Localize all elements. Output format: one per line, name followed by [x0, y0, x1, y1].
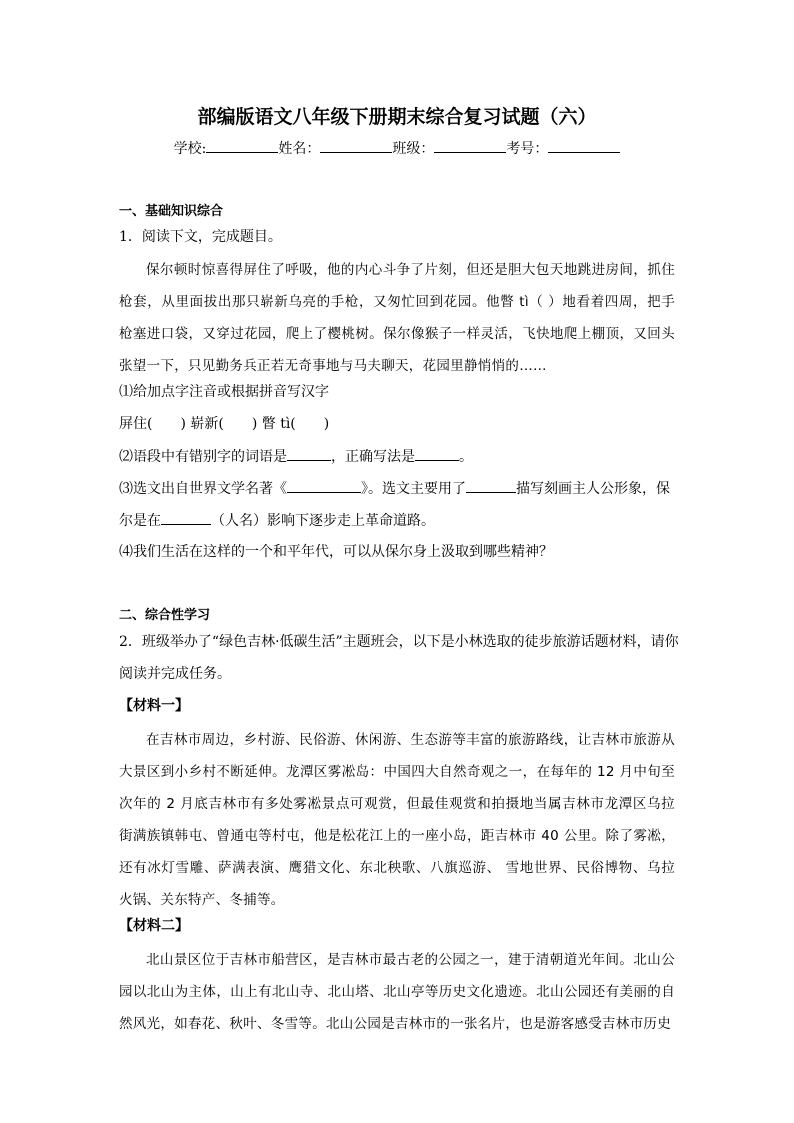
- material-2-label: 【材料二】: [119, 918, 189, 934]
- answer-blank[interactable]: [466, 478, 516, 493]
- student-info-line: [0, 138, 794, 159]
- name-blank[interactable]: [320, 138, 392, 153]
- school-blank[interactable]: [206, 138, 278, 153]
- material-1-label: 【材料一】: [119, 698, 189, 714]
- answer-blank[interactable]: [287, 446, 331, 461]
- question-1-passage: 保尔顿时惊喜得屏住了呼吸，他的内心斗争了片刻，但还是胆大包天地跳进房间，抓住枪套，从里面拔出那只崭新乌亮的手枪，又匆忙回到花园。他瞥 tì（ ）地看着四周，把手枪塞进口袋，又穿过花园，爬上了樱桃树。保尔像猴子一样灵活，飞快地爬上棚顶，又回头张望一下，只见勤务兵正若无奇事地与马夫聊天，花园里静悄悄的……: [119, 262, 675, 374]
- item-b: ) 崭新(: [180, 416, 224, 432]
- material-2-text: 北山景区位于吉林市船营区，是吉林市最古老的公园之一，建于清朝道光年间。北山公园以北山为主体，山上有北山寺、北山塔、北山亭等历史文化遗迹。北山公园还有美丽的自然风光，如春花、秋叶、冬雪等。北山公园是吉林市的一张名片，也是游客感受吉林市历史: [119, 952, 675, 1032]
- class-blank[interactable]: [434, 138, 506, 153]
- answer-blank[interactable]: [415, 446, 459, 461]
- question-1-intro: 1．阅读下文，完成题目。: [119, 229, 282, 245]
- sub-question-1-items: [119, 414, 329, 434]
- school-label: 学校:: [173, 141, 207, 157]
- section-heading-1: 一、基础知识综合: [119, 204, 224, 219]
- material-1-text: 在吉林市周边，乡村游、民俗游、休闲游、生态游等丰富的旅游路线，让吉林市旅游从大景区到小乡村不断延伸。龙潭区雾凇岛：中国四大自然奇观之一，在每年的 12 月中旬至次年的 2 月底吉林市有多处雾凇景点可观赏，但最佳观赏和拍摄地当属吉林市龙潭区乌拉街满族镇韩屯、曾通屯等村屯，他是松花江上的一座小岛，距吉林市 40 公里。除了雾凇，还有冰灯雪雕、萨满表演、鹰猎文化、东北秧歌、八旗巡游、 雪地世界、民俗博物、乌拉火锅、关东特产、冬捕等。: [119, 732, 675, 908]
- sub-question-3-line2: 尔是在 （人名）影响下逐步走上革命道路。: [119, 510, 435, 531]
- item-a: 屏住(: [119, 416, 153, 432]
- question-2-line2: 阅读并完成任务。: [119, 666, 231, 682]
- item-c: ) 瞥 tì(: [251, 416, 296, 432]
- sub-question-3-line1: ⑶选文出自世界文学名著《 》。选文主要用了 描写刻画主人公形象，保: [119, 478, 670, 499]
- page-title: 部编版语文八年级下册期末综合复习试题（六）: [197, 106, 597, 128]
- name-label: 姓名：: [278, 141, 321, 157]
- sub-question-2: ⑵语段中有错别字的词语是 ，正确写法是 。: [119, 446, 473, 467]
- sub-question-1: ⑴给加点字注音或根据拼音写汉字: [119, 384, 329, 400]
- number-label: 考号：: [506, 141, 549, 157]
- section-heading-2: 二、综合性学习: [119, 608, 211, 623]
- question-2-line1: 2．班级举办了“绿色吉林·低碳生活”主题班会，以下是小林选取的徒步旅游话题材料，请你: [119, 634, 679, 650]
- number-blank[interactable]: [548, 138, 620, 153]
- answer-blank[interactable]: [287, 478, 361, 493]
- item-d: ): [323, 416, 330, 432]
- sub-question-4: ⑷我们生活在这样的一个和平年代，可以从保尔身上汲取到哪些精神？: [119, 544, 553, 560]
- answer-blank[interactable]: [161, 510, 211, 525]
- class-label: 班级：: [392, 141, 435, 157]
